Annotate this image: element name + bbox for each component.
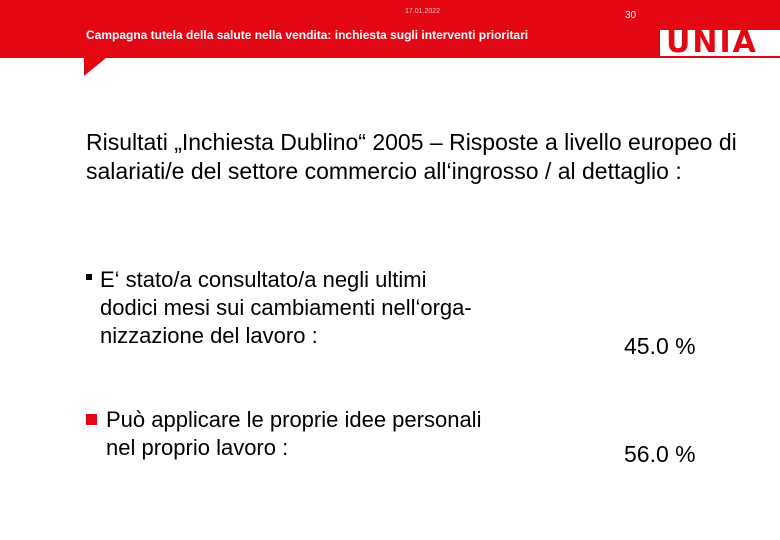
header-tab-accent: [84, 58, 106, 76]
header-date: 17.01.2022: [405, 8, 441, 15]
bullet-icon: [86, 274, 92, 280]
list-item-text: E‘ stato/a consultato/a negli ultimi dodici mesi sui cambiamenti nell‘orga- nizzazione del lavoro :: [100, 267, 472, 348]
list-item: [86, 406, 606, 462]
list-item-text: Può applicare le proprie idee personali nel proprio lavoro :: [106, 407, 482, 460]
header-subtitle: Campagna tutela della salute nella vendita: inchiesta sugli interventi prioritari: [86, 28, 529, 42]
logo-text: UNIA: [666, 30, 758, 56]
page-number: 30: [625, 10, 637, 21]
list-item-value: 45.0 %: [624, 333, 696, 359]
bullet-icon: [86, 414, 97, 425]
unia-logo: [660, 30, 780, 56]
slide-title: Risultati „Inchiesta Dublino“ 2005 – Risposte a livello europeo di salariati/e del settore commercio all‘ingrosso / al dettaglio :: [86, 129, 737, 184]
list-item: [86, 266, 606, 350]
list-item-value: 56.0 %: [624, 441, 696, 467]
